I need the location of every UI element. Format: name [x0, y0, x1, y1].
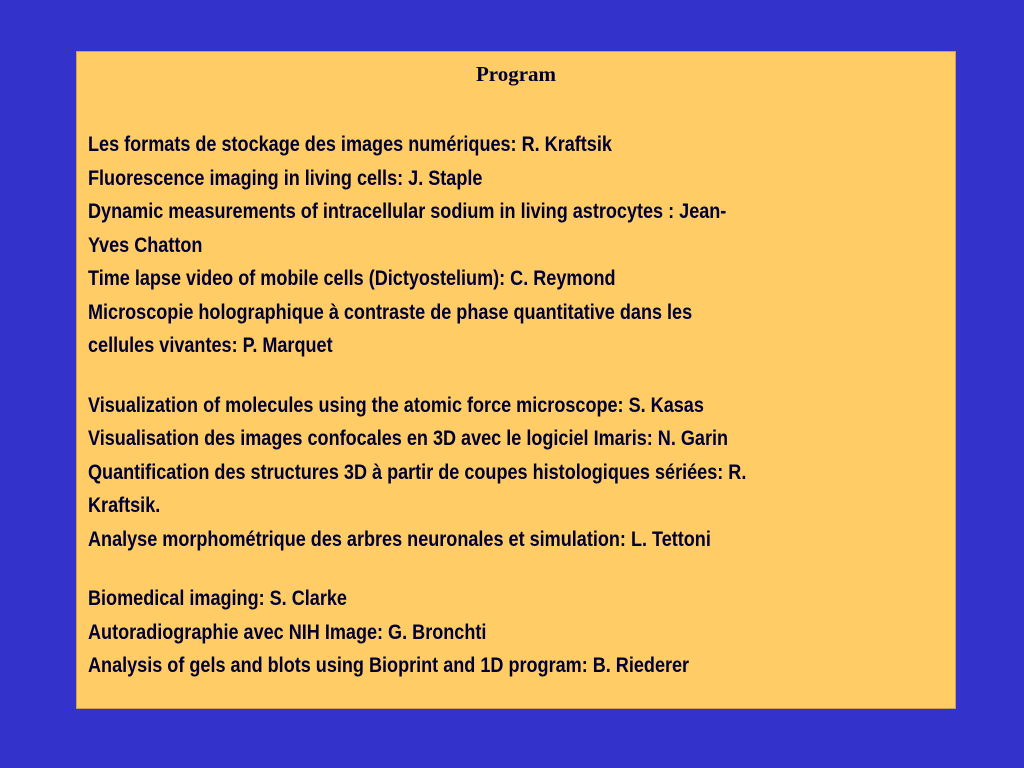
program-line: Analyse morphométrique des arbres neuronales et simulation: L. Tettoni [88, 527, 711, 551]
program-line: Visualization of molecules using the atomic force microscope: S. Kasas [88, 393, 704, 417]
program-line: Analysis of gels and blots using Bioprint and 1D program: B. Riederer [88, 654, 690, 677]
program-line: Fluorescence imaging in living cells: J. Staple [88, 166, 483, 190]
program-line: Biomedical imaging: S. Clarke [88, 587, 347, 610]
program-line: Microscopie holographique à contraste de phase quantitative dans les [88, 300, 693, 324]
program-line: Dynamic measurements of intracellular sodium in living astrocytes : Jean- [88, 200, 727, 223]
program-panel [76, 51, 956, 709]
program-line: Les formats de stockage des images numériques: R. Kraftsik [88, 133, 612, 156]
program-line: Yves Chatton [88, 233, 203, 257]
program-line: cellules vivantes: P. Marquet [88, 334, 333, 357]
program-line: Time lapse video of mobile cells (Dictyostelium): C. Reymond [88, 267, 616, 290]
group-spacer [88, 556, 828, 582]
program-list [88, 128, 828, 683]
program-line: Quantification des structures 3D à partir de coupes histologiques sériées: R. [88, 460, 747, 484]
program-title: Program [475, 62, 557, 86]
program-line: Visualisation des images confocales en 3D avec le logiciel Imaris: N. Garin [88, 427, 729, 450]
group-spacer [88, 363, 828, 389]
program-line: Kraftsik. [88, 494, 161, 517]
program-line: Autoradiographie avec NIH Image: G. Bronchti [88, 620, 487, 644]
